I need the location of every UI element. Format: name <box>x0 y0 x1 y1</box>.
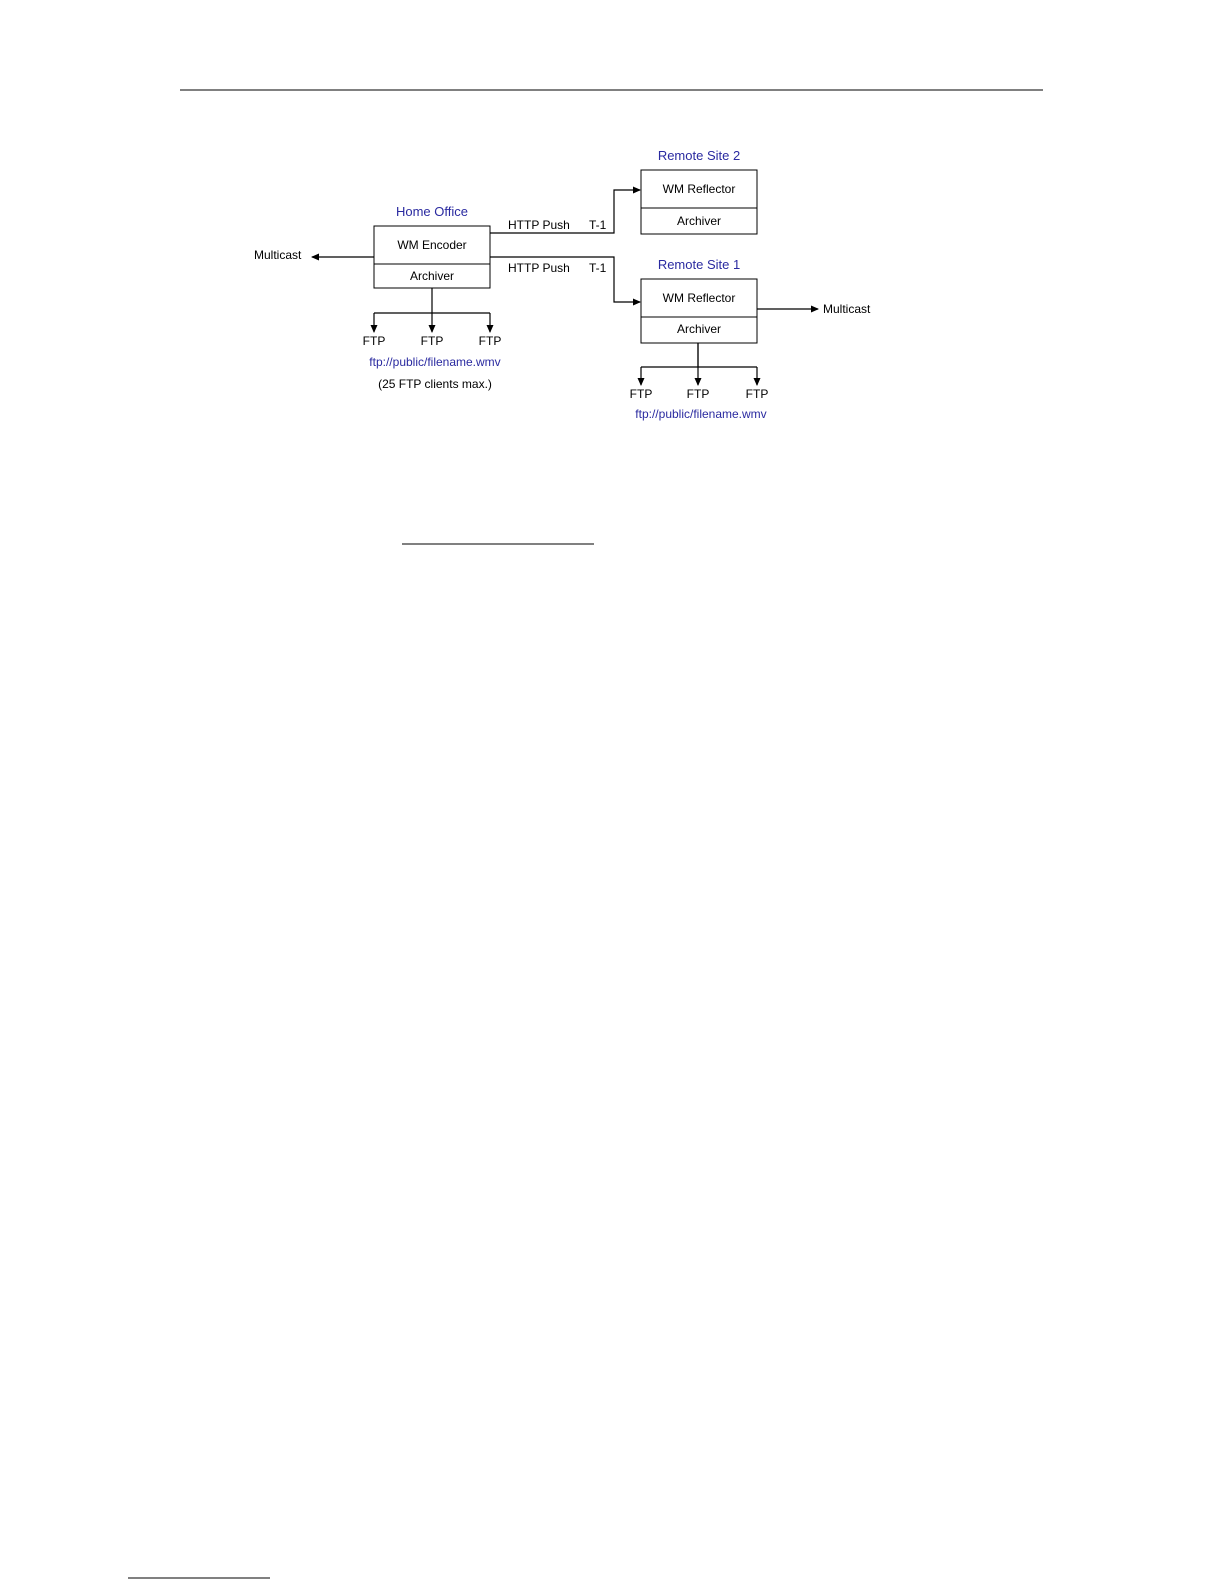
remote-ftp-label: FTP <box>629 387 653 401</box>
home-ftp-label: FTP <box>420 334 444 348</box>
home-ftp-label: FTP <box>478 334 502 348</box>
remote-site-2-reflector-label: WM Reflector <box>662 182 736 196</box>
remote-site-2-archiver-label: Archiver <box>676 214 722 228</box>
remote-ftp-label: FTP <box>686 387 710 401</box>
home-office-title: Home Office <box>395 204 469 219</box>
remote-ftp-url: ftp://public/filename.wmv <box>635 407 767 421</box>
remote-site-1-archiver-label: Archiver <box>676 322 722 336</box>
remote-site-1-title: Remote Site 1 <box>657 257 741 272</box>
home-ftp-url: ftp://public/filename.wmv <box>369 355 501 369</box>
wm-encoder-label: WM Encoder <box>397 238 467 252</box>
home-archiver-label: Archiver <box>409 269 455 283</box>
home-multicast-label: Multicast <box>254 248 302 262</box>
remote-site-2-title: Remote Site 2 <box>657 148 741 163</box>
remote-site-1-reflector-label: WM Reflector <box>662 291 736 305</box>
remote-ftp-label: FTP <box>745 387 769 401</box>
link-1-line: T-1 <box>589 218 607 232</box>
home-ftp-label: FTP <box>362 334 386 348</box>
link-1-protocol: HTTP Push <box>508 218 570 232</box>
home-ftp-note: (25 FTP clients max.) <box>378 377 492 391</box>
link-2-protocol: HTTP Push <box>508 261 570 275</box>
remote-site-1-multicast-label: Multicast <box>823 302 871 316</box>
link-2-line: T-1 <box>589 261 607 275</box>
